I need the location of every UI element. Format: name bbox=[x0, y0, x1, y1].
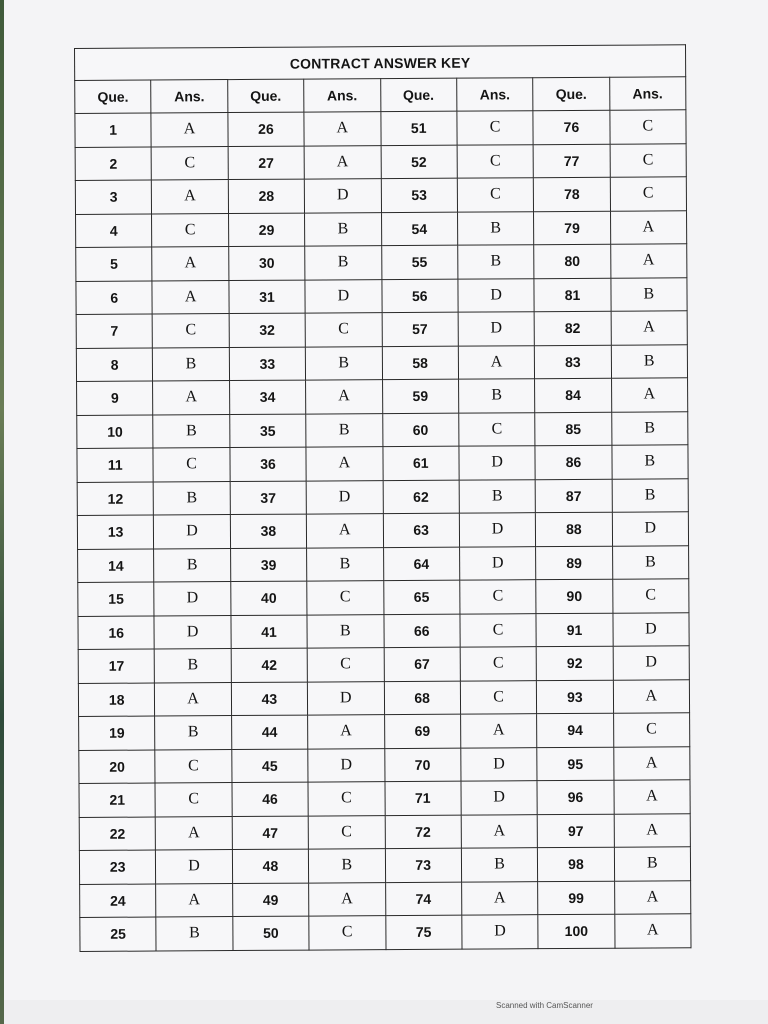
question-number: 71 bbox=[384, 781, 461, 815]
answer-letter: B bbox=[612, 545, 689, 579]
question-number: 7 bbox=[76, 314, 153, 348]
answer-letter: B bbox=[307, 547, 384, 581]
answer-letter: C bbox=[610, 177, 687, 211]
question-number: 65 bbox=[383, 580, 460, 614]
answer-letter: C bbox=[307, 648, 384, 682]
answer-letter: C bbox=[151, 146, 228, 180]
question-number: 92 bbox=[536, 646, 613, 680]
answer-letter: A bbox=[155, 682, 232, 716]
question-number: 41 bbox=[231, 615, 308, 649]
question-number: 12 bbox=[77, 482, 154, 516]
question-number: 20 bbox=[79, 750, 156, 784]
question-header: Que. bbox=[227, 79, 304, 112]
answer-header: Ans. bbox=[457, 78, 534, 111]
answer-letter: B bbox=[305, 346, 382, 380]
question-number: 50 bbox=[233, 916, 310, 950]
answer-letter: D bbox=[308, 748, 385, 782]
answer-letter: C bbox=[308, 782, 385, 816]
question-number: 90 bbox=[536, 579, 613, 613]
answer-letter: B bbox=[612, 445, 689, 479]
answer-letter: A bbox=[308, 715, 385, 749]
question-number: 33 bbox=[229, 347, 306, 381]
answer-letter: A bbox=[458, 345, 535, 379]
answer-letter: C bbox=[155, 749, 232, 783]
answer-letter: D bbox=[459, 446, 536, 480]
question-number: 98 bbox=[538, 847, 615, 881]
answer-letter: A bbox=[461, 881, 538, 915]
answer-letter: A bbox=[304, 112, 381, 146]
question-number: 38 bbox=[230, 514, 307, 548]
table-row bbox=[79, 713, 690, 750]
answer-letter: B bbox=[611, 344, 688, 378]
question-number: 61 bbox=[382, 446, 459, 480]
question-number: 31 bbox=[229, 280, 306, 314]
answer-letter: D bbox=[462, 915, 539, 949]
question-number: 75 bbox=[385, 915, 462, 949]
answer-letter: C bbox=[460, 580, 537, 614]
answer-letter: D bbox=[306, 480, 383, 514]
answer-letter: B bbox=[614, 847, 691, 881]
answer-letter: B bbox=[153, 347, 230, 381]
question-number: 93 bbox=[537, 680, 614, 714]
answer-letter: D bbox=[154, 582, 231, 616]
question-number: 59 bbox=[382, 379, 459, 413]
question-number: 63 bbox=[383, 513, 460, 547]
table-row bbox=[77, 411, 688, 448]
answer-letter: C bbox=[152, 213, 229, 247]
answer-letter: C bbox=[309, 916, 386, 950]
question-number: 37 bbox=[230, 481, 307, 515]
question-number: 34 bbox=[229, 380, 306, 414]
question-number: 32 bbox=[229, 313, 306, 347]
question-number: 70 bbox=[384, 748, 461, 782]
question-number: 17 bbox=[78, 649, 155, 683]
question-number: 72 bbox=[385, 815, 462, 849]
question-header: Que. bbox=[533, 77, 610, 110]
table-row bbox=[76, 210, 687, 247]
table-row bbox=[76, 244, 687, 281]
question-number: 47 bbox=[232, 816, 309, 850]
answer-letter: D bbox=[613, 646, 690, 680]
answer-letter: D bbox=[459, 546, 536, 580]
answer-letter: B bbox=[153, 414, 230, 448]
answer-letter: A bbox=[613, 679, 690, 713]
question-number: 76 bbox=[533, 110, 610, 144]
answer-letter: B bbox=[306, 413, 383, 447]
answer-letter: B bbox=[458, 245, 535, 279]
answer-letter: D bbox=[461, 747, 538, 781]
question-number: 96 bbox=[537, 780, 614, 814]
question-number: 56 bbox=[381, 279, 458, 313]
question-number: 49 bbox=[232, 883, 309, 917]
question-number: 5 bbox=[76, 247, 153, 281]
table-row bbox=[75, 143, 686, 180]
table-row bbox=[77, 378, 688, 415]
question-number: 25 bbox=[80, 917, 157, 951]
question-number: 100 bbox=[538, 914, 615, 948]
answer-letter: B bbox=[154, 548, 231, 582]
question-number: 55 bbox=[381, 245, 458, 279]
answer-letter: A bbox=[611, 311, 688, 345]
table-row bbox=[77, 478, 688, 515]
answer-letter: C bbox=[457, 144, 534, 178]
table-row bbox=[79, 746, 690, 783]
answer-letter: B bbox=[457, 211, 534, 245]
scanner-watermark: Scanned with CamScanner bbox=[496, 1001, 593, 1010]
question-number: 79 bbox=[534, 211, 611, 245]
question-number: 3 bbox=[75, 180, 152, 214]
question-number: 26 bbox=[228, 112, 305, 146]
question-number: 35 bbox=[229, 414, 306, 448]
answer-letter: B bbox=[154, 481, 231, 515]
question-number: 97 bbox=[537, 814, 614, 848]
answer-letter: A bbox=[304, 145, 381, 179]
answer-letter: A bbox=[151, 113, 228, 147]
table-title: CONTRACT ANSWER KEY bbox=[75, 45, 686, 81]
question-number: 9 bbox=[77, 381, 154, 415]
question-number: 80 bbox=[534, 244, 611, 278]
answer-key-table bbox=[74, 44, 692, 951]
question-number: 14 bbox=[78, 549, 155, 583]
answer-letter: B bbox=[611, 277, 688, 311]
question-number: 67 bbox=[384, 647, 461, 681]
question-number: 27 bbox=[228, 146, 305, 180]
answer-letter: A bbox=[306, 380, 383, 414]
question-number: 24 bbox=[80, 884, 157, 918]
answer-letter: B bbox=[155, 649, 232, 683]
header-row bbox=[75, 77, 686, 114]
question-number: 15 bbox=[78, 582, 155, 616]
question-number: 84 bbox=[535, 378, 612, 412]
question-number: 18 bbox=[78, 683, 155, 717]
question-number: 54 bbox=[381, 212, 458, 246]
question-number: 28 bbox=[228, 179, 305, 213]
question-number: 46 bbox=[232, 782, 309, 816]
answer-letter: C bbox=[155, 783, 232, 817]
question-number: 16 bbox=[78, 616, 155, 650]
answer-letter: C bbox=[457, 111, 534, 145]
question-number: 95 bbox=[537, 747, 614, 781]
table-row bbox=[80, 880, 691, 917]
question-number: 13 bbox=[77, 515, 154, 549]
table-row bbox=[78, 545, 689, 582]
question-number: 52 bbox=[381, 145, 458, 179]
question-number: 43 bbox=[231, 682, 308, 716]
question-number: 83 bbox=[535, 345, 612, 379]
question-number: 42 bbox=[231, 648, 308, 682]
question-number: 36 bbox=[230, 447, 307, 481]
answer-letter: C bbox=[460, 613, 537, 647]
question-number: 10 bbox=[77, 415, 154, 449]
table-row bbox=[78, 612, 689, 649]
answer-letter: A bbox=[614, 914, 691, 948]
question-number: 30 bbox=[228, 246, 305, 280]
answer-letter: B bbox=[309, 849, 386, 883]
table-row bbox=[79, 847, 690, 884]
question-number: 68 bbox=[384, 681, 461, 715]
question-number: 88 bbox=[536, 512, 613, 546]
question-header: Que. bbox=[75, 80, 152, 113]
answer-letter: D bbox=[154, 515, 231, 549]
question-number: 64 bbox=[383, 547, 460, 581]
answer-letter: A bbox=[152, 247, 229, 281]
answer-letter: B bbox=[305, 246, 382, 280]
answer-letter: D bbox=[612, 512, 689, 546]
question-number: 57 bbox=[382, 312, 459, 346]
table-row bbox=[76, 344, 687, 381]
question-number: 86 bbox=[535, 445, 612, 479]
question-number: 6 bbox=[76, 281, 153, 315]
answer-letter: C bbox=[308, 815, 385, 849]
answer-letter: B bbox=[458, 379, 535, 413]
answer-rows bbox=[75, 110, 691, 951]
answer-letter: A bbox=[610, 244, 687, 278]
answer-header: Ans. bbox=[609, 77, 686, 110]
answer-letter: B bbox=[156, 917, 233, 951]
question-number: 22 bbox=[79, 817, 156, 851]
table-row bbox=[78, 646, 689, 683]
question-number: 78 bbox=[534, 177, 611, 211]
question-number: 69 bbox=[384, 714, 461, 748]
table-row bbox=[75, 110, 686, 147]
question-header: Que. bbox=[380, 78, 457, 111]
answer-header: Ans. bbox=[304, 79, 381, 112]
answer-header: Ans. bbox=[151, 80, 228, 113]
answer-letter: C bbox=[459, 412, 536, 446]
answer-letter: A bbox=[613, 746, 690, 780]
scanned-page bbox=[4, 0, 768, 1000]
question-number: 91 bbox=[536, 613, 613, 647]
answer-letter: D bbox=[305, 279, 382, 313]
answer-letter: A bbox=[461, 814, 538, 848]
answer-letter: A bbox=[611, 378, 688, 412]
question-number: 21 bbox=[79, 783, 156, 817]
answer-letter: A bbox=[614, 813, 691, 847]
question-number: 74 bbox=[385, 882, 462, 916]
answer-letter: A bbox=[152, 280, 229, 314]
answer-letter: B bbox=[461, 848, 538, 882]
answer-letter: A bbox=[156, 816, 233, 850]
question-number: 89 bbox=[536, 546, 613, 580]
answer-letter: D bbox=[459, 513, 536, 547]
question-number: 39 bbox=[230, 548, 307, 582]
answer-letter: A bbox=[460, 714, 537, 748]
answer-letter: D bbox=[304, 179, 381, 213]
table-row bbox=[79, 813, 690, 850]
answer-letter: D bbox=[458, 312, 535, 346]
question-number: 53 bbox=[381, 178, 458, 212]
question-number: 85 bbox=[535, 412, 612, 446]
answer-letter: C bbox=[457, 178, 534, 212]
question-number: 58 bbox=[382, 346, 459, 380]
question-number: 11 bbox=[77, 448, 154, 482]
answer-letter: D bbox=[458, 278, 535, 312]
table-row bbox=[78, 679, 689, 716]
question-number: 82 bbox=[534, 311, 611, 345]
answer-letter: B bbox=[612, 478, 689, 512]
answer-letter: D bbox=[156, 850, 233, 884]
question-number: 2 bbox=[75, 147, 152, 181]
question-number: 40 bbox=[231, 581, 308, 615]
answer-letter: B bbox=[611, 411, 688, 445]
table-row bbox=[76, 311, 687, 348]
question-number: 19 bbox=[79, 716, 156, 750]
answer-letter: A bbox=[614, 880, 691, 914]
question-number: 73 bbox=[385, 848, 462, 882]
question-number: 99 bbox=[538, 881, 615, 915]
question-number: 81 bbox=[534, 278, 611, 312]
question-number: 62 bbox=[383, 480, 460, 514]
answer-letter: C bbox=[460, 680, 537, 714]
answer-letter: B bbox=[459, 479, 536, 513]
question-number: 1 bbox=[75, 113, 152, 147]
question-number: 4 bbox=[76, 214, 153, 248]
question-number: 45 bbox=[232, 749, 309, 783]
answer-letter: C bbox=[612, 579, 689, 613]
question-number: 23 bbox=[79, 850, 156, 884]
answer-letter: C bbox=[305, 313, 382, 347]
table-row bbox=[78, 579, 689, 616]
question-number: 77 bbox=[533, 144, 610, 178]
answer-letter: A bbox=[306, 447, 383, 481]
answer-letter: C bbox=[610, 143, 687, 177]
question-number: 8 bbox=[76, 348, 153, 382]
answer-letter: B bbox=[305, 212, 382, 246]
answer-letter: C bbox=[610, 110, 687, 144]
question-number: 87 bbox=[535, 479, 612, 513]
answer-letter: C bbox=[307, 581, 384, 615]
answer-letter: A bbox=[614, 780, 691, 814]
answer-letter: D bbox=[461, 781, 538, 815]
question-number: 94 bbox=[537, 713, 614, 747]
table-row bbox=[77, 445, 688, 482]
answer-letter: B bbox=[155, 716, 232, 750]
table-row bbox=[79, 780, 690, 817]
answer-letter: D bbox=[154, 615, 231, 649]
answer-letter: C bbox=[153, 448, 230, 482]
answer-letter: A bbox=[152, 180, 229, 214]
table-row bbox=[76, 277, 687, 314]
question-number: 66 bbox=[383, 614, 460, 648]
answer-letter: C bbox=[460, 647, 537, 681]
answer-letter: A bbox=[610, 210, 687, 244]
question-number: 44 bbox=[231, 715, 308, 749]
answer-letter: D bbox=[613, 612, 690, 646]
answer-letter: A bbox=[306, 514, 383, 548]
question-number: 29 bbox=[228, 213, 305, 247]
answer-letter: C bbox=[613, 713, 690, 747]
answer-letter: A bbox=[309, 882, 386, 916]
answer-letter: C bbox=[153, 314, 230, 348]
answer-letter: B bbox=[307, 614, 384, 648]
question-number: 48 bbox=[232, 849, 309, 883]
answer-letter: A bbox=[156, 883, 233, 917]
table-row bbox=[80, 914, 691, 951]
question-number: 60 bbox=[382, 413, 459, 447]
table-row bbox=[75, 177, 686, 214]
table-row bbox=[77, 512, 688, 549]
question-number: 51 bbox=[380, 111, 457, 145]
answer-letter: D bbox=[307, 681, 384, 715]
answer-letter: A bbox=[153, 381, 230, 415]
